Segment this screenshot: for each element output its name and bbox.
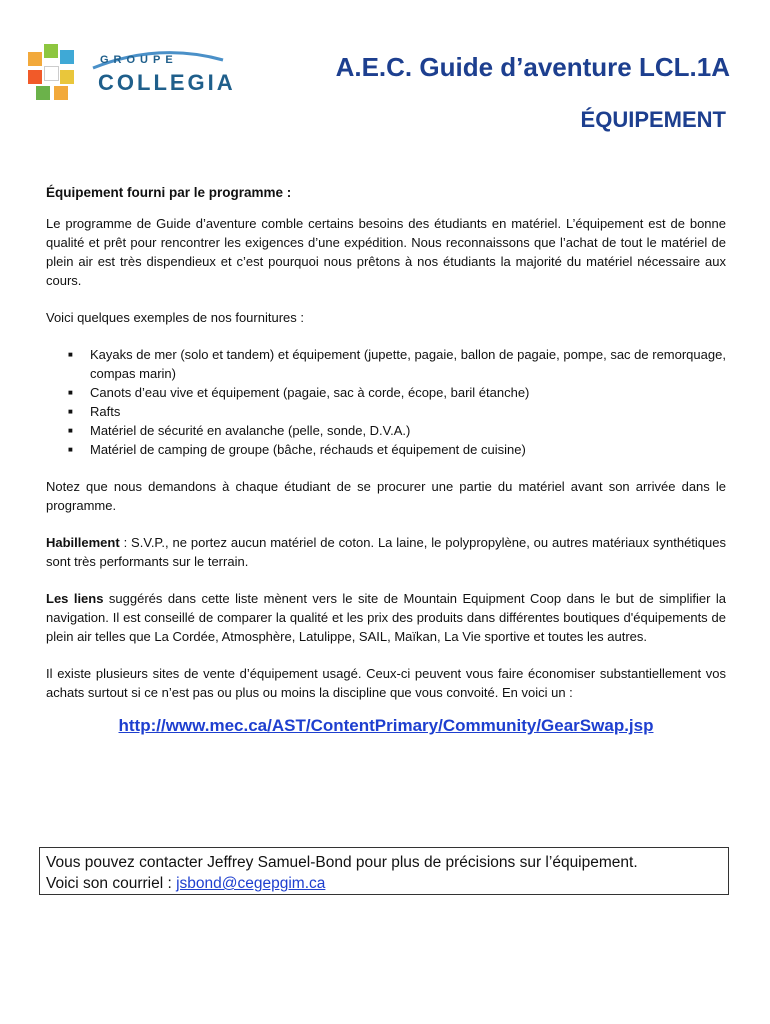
clothing-label: Habillement xyxy=(46,535,120,550)
page-subtitle: ÉQUIPEMENT xyxy=(580,107,726,132)
links-label: Les liens xyxy=(46,591,104,606)
intro-paragraph: Le programme de Guide d’aventure comble certains besoins des étudiants en matériel. L’équipement est de bonne qualité et prêt pour rencontrer les exigences d’une expédition. Nous reconnaissons que l’achat de tout le matériel de plein air est très dispendieux et c’est pourquoi nous prêtons à nos étudiants la majorité du matériel nécessaire aux cours. xyxy=(46,216,726,288)
clothing-text: : S.V.P., ne portez aucun matériel de coton. La laine, le polypropylène, ou autres matériaux synthétiques sont très performants sur le terrain. xyxy=(46,535,726,569)
list-item: ■ Matériel de camping de groupe (bâche, réchauds et équipement de cuisine) xyxy=(90,440,726,459)
clothing-paragraph xyxy=(46,533,726,571)
list-item: ■ Rafts xyxy=(90,402,726,421)
email-link[interactable]: jsbond@cegepgim.ca xyxy=(176,875,326,892)
list-item: ■ Kayaks de mer (solo et tandem) et équipement (jupette, pagaie, ballon de pagaie, pompe, sac de remorquage, compas marin) xyxy=(90,345,726,383)
examples-intro: Voici quelques exemples de nos fournitures : xyxy=(46,310,304,325)
contact-line-1: Vous pouvez contacter Jeffrey Samuel-Bond pour plus de précisions sur l’équipement. xyxy=(46,854,638,871)
contact-line-2 xyxy=(46,873,722,894)
logo-text-collegia: COLLEGIA xyxy=(98,70,236,95)
main-content xyxy=(46,183,726,736)
logo-text-groupe: GROUPE xyxy=(100,54,178,66)
note-paragraph: Notez que nous demandons à chaque étudiant de se procurer une partie du matériel avant son arrivée dans le programme. xyxy=(46,479,726,513)
logo-squares xyxy=(28,44,92,100)
page-title: A.E.C. Guide d’aventure LCL.1A xyxy=(335,52,730,82)
links-paragraph xyxy=(46,589,726,646)
link-row xyxy=(46,716,726,736)
gearswap-link[interactable]: http://www.mec.ca/AST/ContentPrimary/Community/GearSwap.jsp xyxy=(118,716,654,735)
contact-box xyxy=(39,847,729,895)
list-item: ■ Canots d’eau vive et équipement (pagaie, sac à corde, écope, baril étanche) xyxy=(90,383,726,402)
contact-prefix: Voici son courriel : xyxy=(46,875,177,892)
section-heading: Équipement fourni par le programme : xyxy=(46,185,292,200)
links-text: suggérés dans cette liste mènent vers le site de Mountain Equipment Coop dans le but de simplifier la navigation. Il est conseillé de comparer la qualité et les prix des produits dans différentes boutiques d'équipements de plein air telles que La Cordée, Atmosphère, Latulippe, SAIL, Maïkan, La Vie sportive et toutes les autres. xyxy=(46,591,726,644)
list-item: ■ Matériel de sécurité en avalanche (pelle, sonde, D.V.A.) xyxy=(90,421,726,440)
used-gear-paragraph: Il existe plusieurs sites de vente d’équipement usagé. Ceux-ci peuvent vous faire économiser substantiellement vos achats surtout si ce n’est pas ou plus ou moins la discipline que vous convoité. En voici un : xyxy=(46,666,726,700)
equipment-list xyxy=(46,345,726,459)
groupe-collegia-logo xyxy=(28,44,236,104)
